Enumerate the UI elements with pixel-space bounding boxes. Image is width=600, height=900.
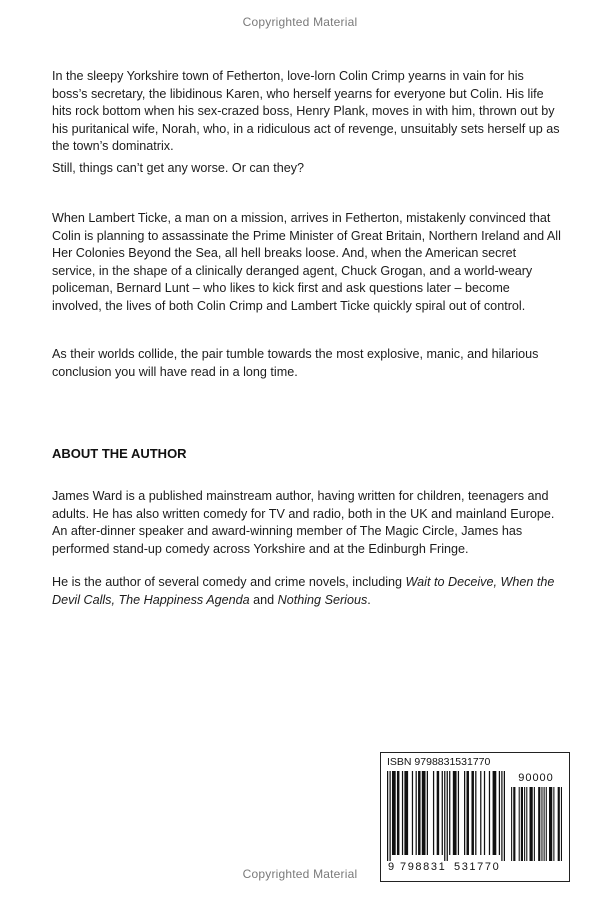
barcode-bar — [427, 771, 428, 855]
addon-bar — [521, 787, 523, 861]
barcode-bar — [471, 771, 473, 855]
barcode-bar — [480, 771, 481, 855]
price-addon-barcode — [510, 787, 562, 861]
isbn-barcode — [380, 752, 570, 882]
barcode-bar — [433, 771, 434, 855]
addon-bar — [541, 787, 542, 861]
barcode-bar — [499, 771, 500, 855]
about-author-heading: ABOUT THE AUTHOR — [52, 446, 187, 461]
addon-bar — [544, 787, 545, 861]
blurb-paragraph-2: Still, things can’t get any worse. Or can they? — [52, 161, 304, 175]
barcode-bar — [418, 771, 420, 855]
barcode-digits-left: 798831 — [400, 861, 447, 873]
addon-bar — [524, 787, 525, 861]
ean13-barcode — [387, 771, 505, 861]
isbn-label: ISBN 9798831531770 — [387, 756, 491, 768]
addon-bar — [526, 787, 527, 861]
addon-bar — [553, 787, 554, 861]
novel-titles: Wait to Deceive, When the Devil Calls, The Happiness Agenda — [52, 575, 555, 607]
barcode-bar — [397, 771, 399, 855]
addon-bar — [511, 787, 512, 861]
addon-bar — [558, 787, 560, 861]
about-paragraph-2 — [52, 574, 562, 609]
barcode-bar — [444, 771, 445, 861]
barcode-bar — [489, 771, 490, 855]
addon-bar — [546, 787, 547, 861]
novels-intro: He is the author of several comedy and crime novels, including — [52, 575, 406, 589]
barcode-bar — [387, 771, 388, 861]
about-paragraph-1: James Ward is a published mainstream author, having written for children, teenagers and adults. He has also written comedy for TV and radio, both in the UK and mainland Europe. An after-dinner speaker and award-winning member of The Magic Circle, James has performed stand-up comedy across Yorkshire and at the Edinburgh Fringe. — [52, 489, 555, 556]
barcode-bar — [442, 771, 443, 855]
barcode-bar — [475, 771, 476, 855]
barcode-bar — [466, 771, 468, 855]
novels-and: and — [249, 592, 278, 607]
barcode-bar — [453, 771, 457, 855]
blurb-paragraph-3: When Lambert Ticke, a man on a mission, arrives in Fetherton, mistakenly convinced that Colin is planning to assassinate the Prime Minister of Great Britain, Northern Ireland and All Her Colonies Beyond the Sea, all hell breaks loose. And, when the American secret service, in the shape of a clinically deranged agent, Chuck Grogan, and a world-weary policeman, Bernard Lunt – who likes to kick first and ask questions later – become involved, the lives of both Colin Crimp and Lambert Ticke quickly spiral out of control. — [52, 211, 561, 313]
barcode-bar — [493, 771, 497, 855]
barcode-bar — [504, 771, 505, 861]
barcode-digit-first: 9 — [388, 861, 395, 873]
barcode-bar — [464, 771, 465, 855]
novel-title-last: Nothing Serious — [277, 592, 368, 607]
blurb-paragraph-1: In the sleepy Yorkshire town of Fetherton, love-lorn Colin Crimp yearns in vain for his boss’s secretary, the libidinous Karen, who herself yearns for everyone but Colin. His life hits rock bottom when his sex-crazed boss, Henry Plank, moves in with him, thrown out by his puritanical wife, Norah, who, in a ridiculous act of revenge, unsuitably sets herself up as the town’s dominatrix. — [52, 69, 560, 153]
addon-bar — [519, 787, 520, 861]
barcode-bar — [501, 771, 502, 861]
addon-bar — [513, 787, 515, 861]
addon-bar — [561, 787, 562, 861]
addon-bar — [549, 787, 552, 861]
barcode-bar — [449, 771, 450, 855]
barcode-bar — [484, 771, 485, 855]
addon-bar — [530, 787, 533, 861]
novels-end: . — [367, 592, 371, 607]
addon-bar — [538, 787, 540, 861]
barcode-digits-right: 531770 — [454, 861, 501, 873]
watermark-top: Copyrighted Material — [242, 15, 358, 29]
addon-bar — [534, 787, 535, 861]
barcode-bar — [422, 771, 426, 855]
price-addon-number: 90000 — [518, 772, 554, 784]
barcode-bar — [458, 771, 459, 855]
barcode-bar — [416, 771, 417, 855]
barcode-bar — [437, 771, 439, 855]
barcode-bar — [447, 771, 448, 861]
watermark-bottom: Copyrighted Material — [242, 867, 358, 881]
barcode-bar — [392, 771, 396, 855]
barcode-bar — [412, 771, 413, 855]
barcode-bar — [404, 771, 408, 855]
barcode-bar — [389, 771, 390, 861]
barcode-bar — [402, 771, 403, 855]
blurb-paragraph-4: As their worlds collide, the pair tumble towards the most explosive, manic, and hilarious conclusion you will have read in a long time. — [52, 347, 539, 379]
